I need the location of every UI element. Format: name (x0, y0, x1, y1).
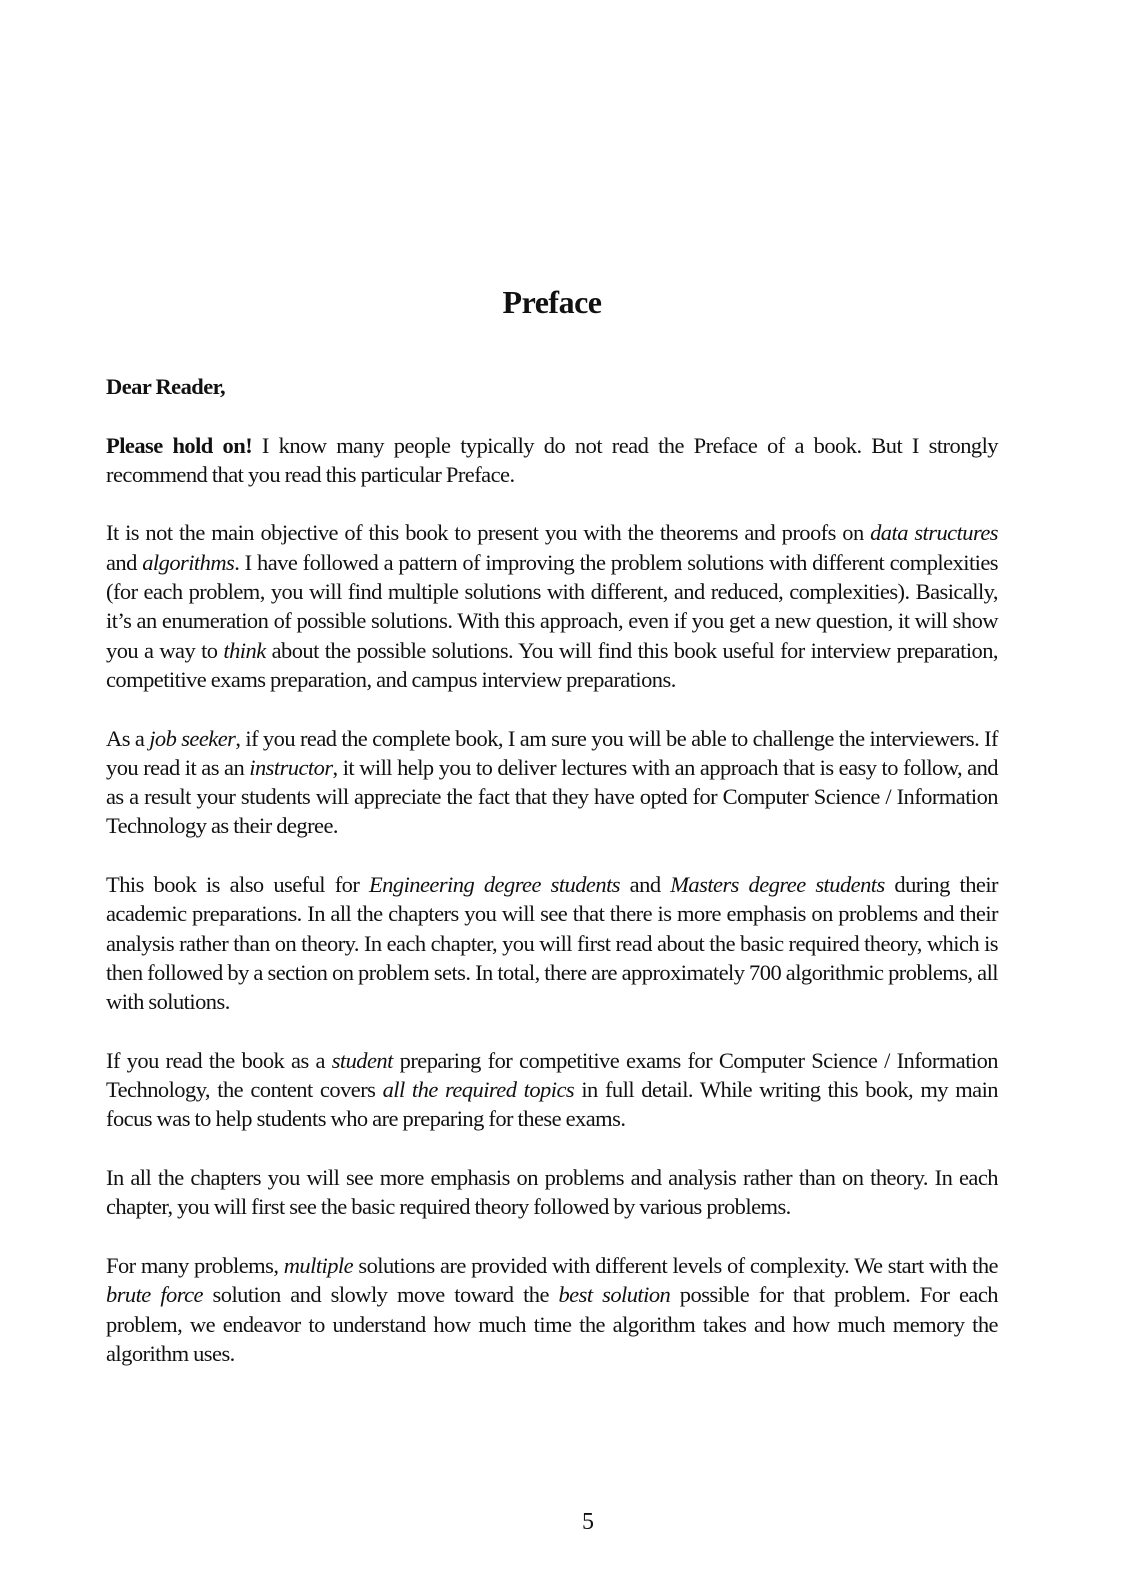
text-run: In all the chapters you will see more emphasis on problems and analysis rather than on theory. In each chapter, you will first see the basic required theory followed by various problems. (106, 1165, 998, 1220)
page-title: Preface (502, 284, 602, 320)
emphasis-italic: think (223, 637, 266, 663)
text-run: It is not the main objective of this book to present you with the theorems and proofs on (106, 520, 871, 546)
text-run: For many problems, (106, 1252, 284, 1278)
emphasis-italic: student (331, 1047, 393, 1073)
text-run: If you read the book as a (106, 1047, 332, 1073)
paragraph-objective (106, 518, 998, 694)
emphasis-bold: Please hold on! (106, 432, 253, 458)
text-run: in full detail. While writing this book, my main focus was to help students who are preparing for these exams. (106, 1077, 999, 1132)
emphasis-italic: best solution (558, 1282, 671, 1308)
preface-body (106, 372, 998, 1397)
text-run: possible for that problem. For each problem, we endeavor to understand how much time the algorithm takes and how much memory the algorithm uses. (106, 1282, 998, 1366)
text-run: and (619, 872, 671, 898)
emphasis-italic: algorithms (142, 549, 235, 575)
paragraph-job-seeker (106, 724, 998, 841)
paragraph-degree-students (106, 870, 998, 1016)
emphasis-italic: job seeker (149, 725, 236, 751)
text-run: . I have followed a pattern of improving the problem solutions with different complexities (for each problem, you will find multiple solutions with different, and reduced, complexities). Basically, it’s an enumeration of possible solutions. With this approach, even if you get a new question, it will show you a way to (106, 549, 998, 663)
text-run: during their academic preparations. In all the chapters you will see that there is more emphasis on problems and their analysis rather than on theory. In each chapter, you will first read about the basic required theory, which is then followed by a section on problem sets. In total, there are approximately 700 algorithmic problems, all with solutions. (106, 872, 998, 1015)
text-run: As a (106, 725, 150, 751)
paragraph-emphasis-on-problems (106, 1163, 998, 1222)
text-run: and (106, 549, 143, 575)
text-run: This book is also useful for (106, 872, 369, 898)
salutation: Dear Reader, (106, 374, 226, 399)
text-run: about the possible solutions. You will find this book useful for interview preparation, competitive exams preparation, and campus interview preparations. (106, 637, 998, 692)
emphasis-italic: Engineering degree students (368, 872, 620, 898)
emphasis-italic: instructor (249, 754, 333, 780)
emphasis-italic: multiple (283, 1252, 354, 1278)
emphasis-italic: all the required topics (382, 1077, 575, 1103)
text-run: preparing for competitive exams for Computer Science / Information Technology, the content covers (106, 1047, 999, 1103)
text-run: , it will help you to deliver lectures with an approach that is easy to follow, and as a result your students will appreciate the fact that they have opted for Computer Science / Information Technology as their degree. (106, 754, 998, 839)
emphasis-italic: Masters degree students (670, 872, 885, 898)
text-run: I know many people typically do not read the Preface of a book. But I strongly recommend that you read this particular Preface. (106, 432, 998, 487)
emphasis-italic: data structures (870, 520, 998, 546)
text-run: solutions are provided with different levels of complexity. We start with the (353, 1252, 998, 1278)
paragraph-please-hold-on (106, 431, 998, 490)
paragraph-competitive-exams (106, 1046, 998, 1134)
paragraph-multiple-solutions (106, 1251, 998, 1368)
text-run: solution and slowly move toward the (202, 1282, 559, 1308)
text-run: , if you read the complete book, I am sure you will be able to challenge the interviewers. If you read it as an (106, 725, 998, 780)
page-number: 5 (582, 1509, 594, 1535)
emphasis-italic: brute force (106, 1282, 203, 1308)
